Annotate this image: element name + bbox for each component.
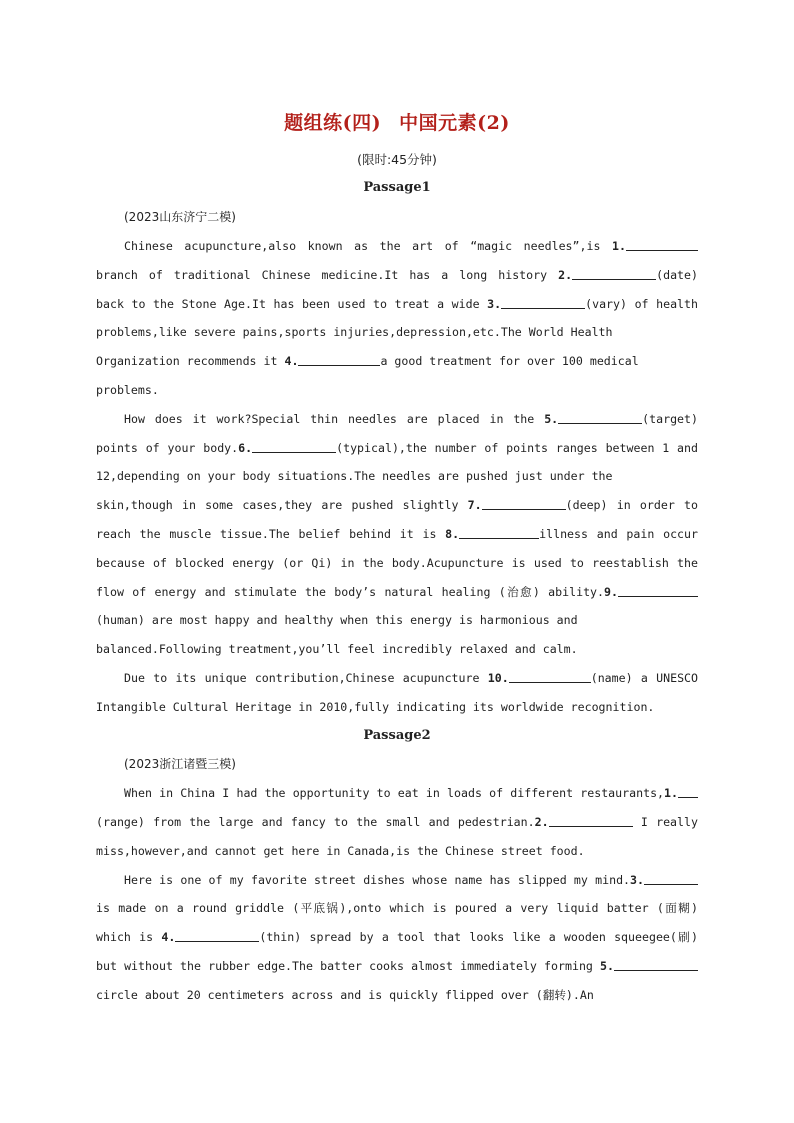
blank-number-8: 8. — [445, 527, 460, 541]
blank-number-3: 3. — [487, 297, 502, 311]
blank-number-9: 9. — [604, 585, 618, 599]
p2-answer-blank-5[interactable] — [614, 957, 698, 971]
p2-blank-number-4: 4. — [161, 930, 176, 944]
p2-blank-number-5: 5. — [600, 959, 614, 973]
p1-line-14: (human) are most happy and healthy when this energy is harmonious and — [96, 613, 578, 627]
p1-line-15: balanced.Following treatment,you’ll feel incredibly relaxed and calm. — [96, 642, 578, 656]
p2-answer-blank-1[interactable] — [678, 784, 698, 798]
p1-line-7: How does it work?Special thin needles are placed in the 5. (target) — [124, 412, 698, 426]
p1-line-10: skin,though in some cases,they are pushed slightly 7. (deep) in order to — [96, 498, 698, 512]
p1-line-3: back to the Stone Age.It has been used to treat a wide 3. (vary) of health — [96, 297, 698, 311]
p2-line-4: Here is one of my favorite street dishes whose name has slipped my mind.3. — [124, 870, 698, 890]
p2-line-1: When in China I had the opportunity to eat in loads of different restaurants,1. — [124, 783, 698, 803]
p2-line-2: (range) from the large and fancy to the small and pedestrian.2. I really — [96, 815, 698, 829]
p1-line-11: reach the muscle tissue.The belief behind it is 8. illness and pain occur — [96, 527, 698, 541]
answer-blank-5[interactable] — [558, 410, 642, 424]
blank-number-7: 7. — [467, 498, 482, 512]
p2-line-7: but without the rubber edge.The batter cooks almost immediately forming 5. — [96, 956, 698, 976]
p1-line-1: Chinese acupuncture,also known as the art of “magic needles”,is 1. — [124, 236, 698, 256]
blank-number-10: 10. — [487, 671, 509, 685]
answer-blank-6[interactable] — [252, 439, 336, 453]
p2-answer-blank-3[interactable] — [644, 871, 698, 885]
time-limit: (限时:45分钟) — [357, 152, 437, 167]
blank-number-5: 5. — [544, 412, 559, 426]
answer-blank-3[interactable] — [501, 295, 585, 309]
p1-line-8: points of your body.6. (typical),the number of points ranges between 1 and — [96, 441, 698, 455]
blank-number-1: 1. — [612, 239, 626, 253]
p2-blank-number-2: 2. — [534, 815, 549, 829]
answer-blank-4[interactable] — [298, 352, 380, 366]
p2-line-8: circle about 20 centimeters across and is quickly flipped over (翻转).An — [96, 988, 594, 1002]
passage1-heading: Passage1 — [363, 180, 431, 195]
p2-blank-number-3: 3. — [630, 873, 644, 887]
passage2-source: (2023浙江诸暨三模) — [124, 757, 236, 771]
p1-line-4: problems,like severe pains,sports injuries,depression,etc.The World Health — [96, 325, 613, 339]
page-title — [0, 108, 794, 135]
title-part-2: 中国元素(2) — [399, 112, 510, 134]
p1-line-16: Due to its unique contribution,Chinese acupuncture 10. (name) a UNESCO — [124, 671, 698, 685]
answer-blank-2[interactable] — [572, 266, 656, 280]
p1-line-12: because of blocked energy (or Qi) in the body.Acupuncture is used to reestablish the — [96, 556, 698, 570]
p2-blank-number-1: 1. — [664, 786, 678, 800]
answer-blank-1[interactable] — [626, 237, 698, 251]
p1-line-5: Organization recommends it 4. a good treatment for over 100 medical — [96, 354, 639, 368]
title-part-1: 题组练(四) — [284, 112, 382, 134]
passage1-source: (2023山东济宁二模) — [124, 210, 236, 224]
answer-blank-8[interactable] — [459, 525, 539, 539]
p1-line-17: Intangible Cultural Heritage in 2010,fully indicating its worldwide recognition. — [96, 700, 655, 714]
blank-number-6: 6. — [238, 441, 253, 455]
p2-answer-blank-4[interactable] — [175, 928, 259, 942]
answer-blank-7[interactable] — [482, 496, 566, 510]
p2-answer-blank-2[interactable] — [549, 813, 633, 827]
p1-line-13: flow of energy and stimulate the body’s natural healing (治愈) ability.9. — [96, 582, 698, 602]
passage2-heading: Passage2 — [363, 728, 431, 743]
blank-number-2: 2. — [558, 268, 573, 282]
p1-line-6: problems. — [96, 383, 159, 397]
p2-line-3: miss,however,and cannot get here in Canada,is the Chinese street food. — [96, 844, 585, 858]
p1-line-9: 12,depending on your body situations.The needles are pushed just under the — [96, 469, 613, 483]
p1-line-2: branch of traditional Chinese medicine.It has a long history 2. (date) — [96, 268, 698, 282]
p2-line-6: which is 4. (thin) spread by a tool that looks like a wooden squeegee(刷) — [96, 930, 698, 944]
p2-line-5: is made on a round griddle (平底锅),onto which is poured a very liquid batter (面糊) — [96, 901, 698, 915]
answer-blank-9[interactable] — [618, 583, 698, 597]
answer-blank-10[interactable] — [509, 669, 591, 683]
blank-number-4: 4. — [284, 354, 299, 368]
